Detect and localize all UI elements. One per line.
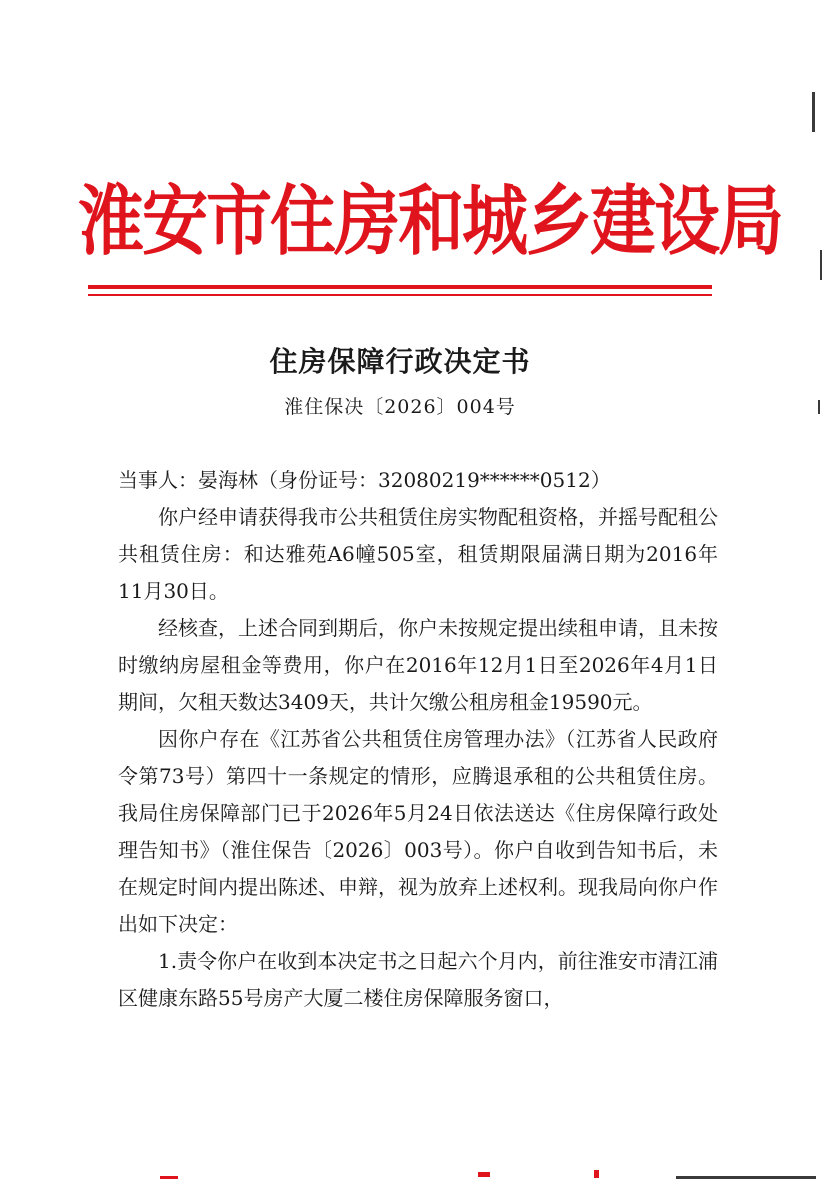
letterhead-rule-thin [88,294,712,296]
scan-edge-mark [160,1176,178,1179]
letterhead-rule-thick [88,285,712,289]
scan-edge-mark [594,1170,599,1178]
scan-edge-mark [818,400,820,414]
scan-edge-mark [478,1172,490,1177]
scan-edge-mark [812,92,815,132]
paragraph-allocation: 你户经申请获得我市公共租赁住房实物配租资格，并摇号配租公共租赁住房：和达雅苑A6幢505室，租赁期限届满日期为2016年11月30日。 [118,505,718,603]
scan-edge-mark [820,250,822,280]
document-body [118,462,718,1017]
paragraph-arrears: 经核查，上述合同到期后，你户未按规定提出续租申请，且未按时缴纳房屋租金等费用，你户在2016年12月1日至2026年4月1日期间，欠租天数达3409天，共计欠缴公租房租金19590元。 [118,616,718,714]
paragraph-decision-item-1: 1.责令你户在收到本决定书之日起六个月内，前往淮安市清江浦区健康东路55号房产大厦二楼住房保障服务窗口， [118,949,718,1010]
issuer-letterhead: 淮安市住房和城乡建设局 [78,177,782,266]
document-title: 住房保障行政决定书 [269,345,531,378]
scan-edge-mark [676,1176,816,1179]
party-line: 当事人：晏海林（身份证号：32080219******0512） [118,468,611,492]
paragraph-legal-basis: 因你户存在《江苏省公共租赁住房管理办法》（江苏省人民政府令第73号）第四十一条规定的情形，应腾退承租的公共租赁住房。我局住房保障部门已于2026年5月24日依法送达《住房保障行政处理告知书》（淮住保告〔2026〕003号）。你户自收到告知书后，未在规定时间内提出陈述、申辩，视为放弃上述权利。现我局向你户作出如下决定： [118,727,718,936]
document-number: 淮住保决〔2026〕004号 [284,396,516,418]
